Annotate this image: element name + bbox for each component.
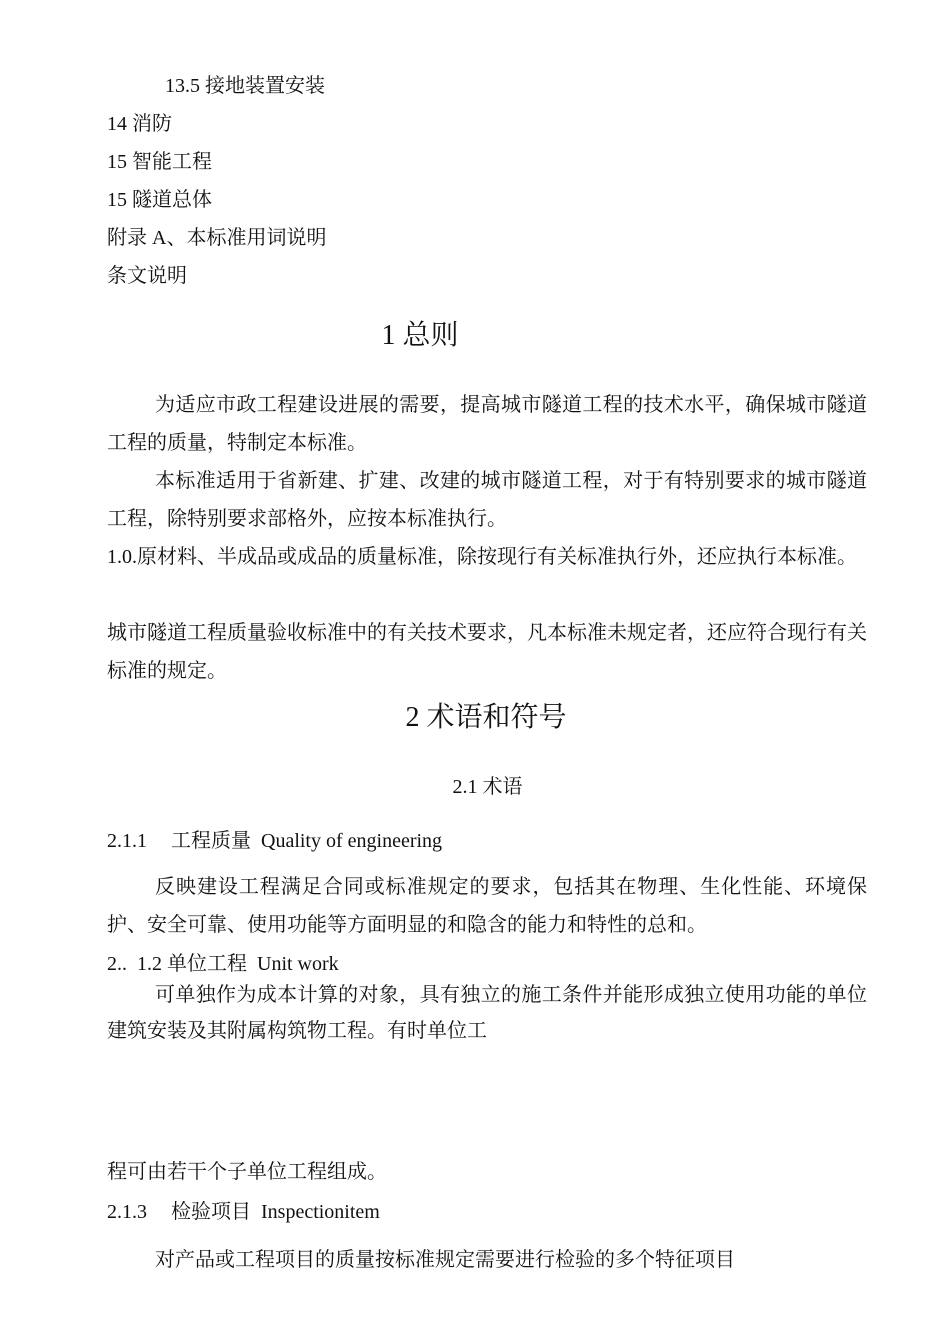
chapter-1-paragraph-3: 1.0.原材料、半成品或成品的质量标准，除按现行有关标准执行外，还应执行本标准。 bbox=[107, 546, 857, 568]
term-2-1-1-heading bbox=[107, 827, 442, 855]
term-chinese: 检验项目 bbox=[171, 1201, 251, 1223]
term-english: Quality of engineering bbox=[261, 830, 443, 852]
term-english: Inspectionitem bbox=[261, 1201, 380, 1223]
toc-item-15-intelligent: 15 智能工程 bbox=[107, 151, 212, 173]
chapter-1-paragraph-4: 城市隧道工程质量验收标准中的有关技术要求，凡本标准未规定者，还应符合现行有关标准的规定。 bbox=[107, 622, 867, 682]
term-number: 2.. bbox=[107, 953, 127, 975]
toc-item-14: 14 消防 bbox=[107, 113, 172, 135]
chapter-1-title: 1 总则 bbox=[381, 320, 459, 351]
toc-item-15-tunnel: 15 隧道总体 bbox=[107, 189, 212, 211]
term-chinese: 工程质量 bbox=[171, 830, 251, 852]
toc-clause-notes: 条文说明 bbox=[107, 265, 187, 287]
term-english: Unit work bbox=[257, 953, 339, 975]
term-2-1-2-definition-continued: 程可由若干个子单位工程组成。 bbox=[107, 1161, 387, 1183]
chapter-1-paragraph-1: 为适应市政工程建设进展的需要，提高城市隧道工程的技术水平，确保城市隧道工程的质量，特制定本标准。 bbox=[107, 394, 867, 454]
term-number: 2.1.3 bbox=[107, 1201, 147, 1223]
term-2-1-3-heading bbox=[107, 1198, 380, 1226]
term-chinese: 1.2 单位工程 bbox=[137, 953, 247, 975]
term-number: 2.1.1 bbox=[107, 830, 147, 852]
term-2-1-3-definition: 对产品或工程项目的质量按标准规定需要进行检验的多个特征项目 bbox=[155, 1249, 735, 1271]
term-2-1-2-definition: 可单独作为成本计算的对象，具有独立的施工条件并能形成独立使用功能的单位建筑安装及其附属构筑物工程。有时单位工 bbox=[107, 984, 867, 1042]
term-2-1-1-definition: 反映建设工程满足合同或标准规定的要求，包括其在物理、生化性能、环境保护、安全可靠、使用功能等方面明显的和隐含的能力和特性的总和。 bbox=[107, 876, 867, 936]
toc-item-13-5: 13.5 接地装置安装 bbox=[165, 75, 325, 97]
toc-appendix-a: 附录 A、本标准用词说明 bbox=[107, 227, 327, 249]
chapter-2-title: 2 术语和符号 bbox=[405, 702, 567, 733]
section-2-1-title: 2.1 术语 bbox=[452, 776, 523, 798]
term-2-1-2-heading bbox=[107, 950, 339, 978]
chapter-1-paragraph-2: 本标准适用于省新建、扩建、改建的城市隧道工程，对于有特别要求的城市隧道工程，除特别要求部格外，应按本标准执行。 bbox=[107, 470, 867, 530]
